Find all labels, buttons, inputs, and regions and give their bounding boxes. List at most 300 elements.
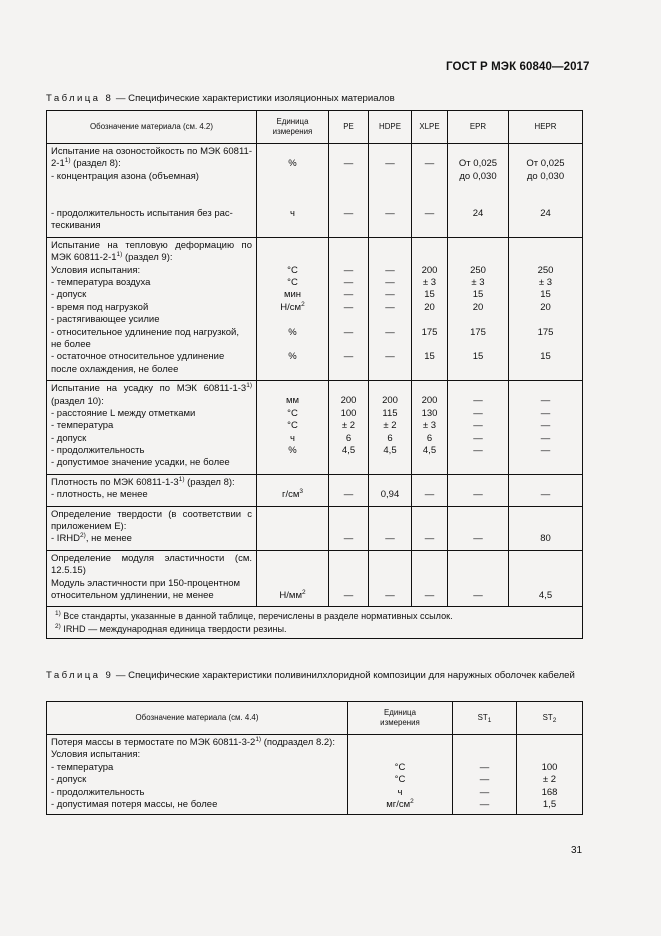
label-text: - продолжительность испытания без рас- — [51, 207, 233, 219]
unit-value — [259, 521, 326, 533]
material-value: ± 3 — [422, 276, 437, 288]
condition-label — [51, 302, 252, 314]
condition-label — [51, 799, 343, 811]
label-text: - продолжительность — [51, 786, 145, 798]
footnote-ref: 2) — [80, 532, 86, 540]
text-part: (раздел 9): — [122, 252, 173, 264]
value-cell — [448, 237, 509, 380]
unit-text: % — [288, 158, 297, 170]
material-value: до 0,030 — [526, 170, 565, 182]
unit-value — [259, 183, 326, 195]
value-cell — [448, 144, 509, 238]
value-cell — [448, 381, 509, 475]
test-title — [47, 551, 256, 578]
material-value — [414, 196, 445, 208]
material-value — [450, 553, 506, 565]
condition-label — [51, 208, 252, 220]
material-value: — — [424, 533, 435, 545]
unit-text: % — [288, 445, 297, 457]
header-material: Обозначение материала (см. 4.4) — [47, 702, 348, 735]
value-cell — [509, 506, 583, 550]
material-value — [511, 252, 580, 264]
material-value: — — [343, 289, 354, 301]
material-value: — — [385, 289, 395, 301]
material-value: — — [385, 533, 395, 545]
label-text: Условия испытания: — [51, 749, 141, 761]
unit-value — [259, 240, 326, 252]
material-value — [450, 240, 506, 252]
value-cell — [329, 144, 369, 238]
material-value — [450, 383, 506, 395]
unit-cell — [257, 237, 329, 380]
material-value — [414, 509, 445, 521]
unit-value — [350, 799, 450, 811]
material-value: 250 — [537, 264, 554, 276]
material-value: 0,94 — [380, 489, 400, 501]
material-value — [450, 146, 506, 158]
material-value: — — [343, 489, 354, 501]
unit-value — [350, 762, 450, 774]
material-value — [371, 240, 409, 252]
condition-label — [51, 578, 252, 590]
unit-value — [259, 578, 326, 590]
material-value: 20 — [424, 301, 435, 313]
material-value — [371, 509, 409, 521]
footnote-text: IRHD — международная единица твердости резины. — [60, 623, 287, 634]
unit-text: °С — [287, 276, 298, 288]
material-value: ± 2 — [542, 774, 557, 786]
header-hepr: HEPR — [509, 111, 583, 144]
header-st2: $ST_2$ — [517, 702, 583, 735]
material-value: — — [385, 264, 395, 276]
unit-exponent: 2 — [301, 300, 305, 308]
value-cell — [412, 381, 448, 475]
pvc-sheath-table — [46, 701, 583, 815]
material-value — [511, 477, 580, 489]
material-value: ± 2 — [341, 420, 356, 432]
unit-value — [350, 737, 450, 749]
unit-text: °С — [394, 774, 406, 786]
material-value — [511, 183, 580, 195]
material-value — [331, 339, 366, 351]
material-value: — — [479, 761, 490, 773]
table8-footnotes — [47, 607, 583, 639]
condition-label — [51, 774, 343, 786]
unit-cell — [257, 144, 329, 238]
material-value: 168 — [541, 786, 558, 798]
table-row — [47, 474, 583, 506]
material-value: 115 — [382, 407, 398, 419]
material-value — [414, 314, 445, 326]
standard-id: ГОСТ Р МЭК 60840—2017 — [446, 61, 590, 73]
material-value — [331, 146, 366, 158]
material-value: — — [479, 774, 490, 786]
material-value — [331, 578, 366, 590]
material-value: 200 — [340, 395, 357, 407]
material-value: 15 — [540, 289, 551, 301]
material-value — [371, 521, 409, 533]
material-value — [455, 737, 514, 749]
material-value: — — [343, 533, 354, 545]
material-value — [371, 477, 409, 489]
material-value: От 0,025 — [526, 158, 565, 170]
unit-text: % — [288, 326, 297, 338]
material-value: — — [385, 158, 395, 170]
footnote — [55, 610, 578, 623]
unit-value — [259, 265, 326, 277]
material-value — [371, 565, 409, 577]
value-cell — [412, 506, 448, 550]
material-value: 4,5 — [383, 445, 397, 457]
material-value — [450, 509, 506, 521]
material-value — [331, 252, 366, 264]
footnote-ref: 1) — [116, 251, 123, 259]
condition-label — [51, 314, 252, 326]
material-value: — — [473, 489, 483, 501]
condition-label — [51, 171, 252, 183]
table-row — [47, 144, 583, 238]
material-value — [331, 183, 366, 195]
test-title — [47, 144, 256, 171]
condition-label — [51, 364, 252, 376]
footnote-mark: 2) — [55, 622, 61, 630]
label-text: - концентрация азона (объемная) — [51, 170, 199, 182]
unit-cell — [348, 735, 453, 815]
unit-text: Н/см — [280, 301, 302, 313]
material-value: — — [343, 264, 354, 276]
footnote — [55, 623, 578, 636]
value-cell — [329, 474, 369, 506]
material-value — [414, 252, 445, 264]
header-st1: $ST_1$ — [453, 702, 517, 735]
material-value — [331, 509, 366, 521]
unit-text: ч — [397, 786, 403, 798]
unit-value — [259, 208, 326, 220]
value-cell — [369, 381, 412, 475]
unit-value — [259, 146, 326, 158]
material-value: — — [540, 407, 551, 419]
value-cell — [329, 550, 369, 607]
label-text: - растягивающее усилие — [51, 314, 160, 326]
unit-value — [350, 787, 450, 799]
label-text: - допустимая потеря массы, не более — [51, 798, 218, 810]
label-text: - допустимое значение усадки, не более — [51, 457, 230, 469]
material-value: — — [540, 395, 551, 407]
unit-value — [259, 477, 326, 489]
material-value: 200 — [382, 395, 398, 407]
material-value: 6 — [426, 432, 433, 444]
unit-value — [259, 339, 326, 351]
unit-value — [259, 395, 326, 407]
unit-cell — [257, 506, 329, 550]
unit-text: мин — [283, 289, 302, 301]
material-value — [450, 339, 506, 351]
label-text: - относительное удлинение под нагрузкой, — [51, 326, 239, 338]
material-value: — — [385, 326, 395, 338]
header-material: Обозначение материала (см. 4.2) — [47, 111, 257, 144]
material-value: 20 — [472, 301, 484, 313]
material-value: — — [473, 432, 483, 444]
material-value: — — [385, 276, 395, 288]
header-epr: EPR — [448, 111, 509, 144]
unit-value — [259, 553, 326, 565]
material-value: 20 — [540, 301, 551, 313]
material-value — [371, 196, 409, 208]
material-value — [371, 252, 409, 264]
label-text: - допуск — [51, 432, 87, 444]
unit-text: % — [288, 351, 297, 363]
unit-value — [259, 351, 326, 363]
material-value: — — [473, 590, 483, 602]
text-part: Потеря массы в термостате по МЭК 60811-3-2 — [51, 737, 256, 748]
header-unit: Единица измерения — [348, 702, 453, 735]
unit-cell — [257, 550, 329, 607]
table9-caption: Таблица 9 — Специфические характеристики поливинилхлоридной композиции для наружных оболочек кабелей — [46, 670, 575, 681]
unit-value — [259, 302, 326, 314]
unit-text: °С — [287, 407, 298, 419]
test-description — [47, 735, 348, 815]
value-cell — [329, 381, 369, 475]
table-row — [47, 506, 583, 550]
material-value — [511, 314, 580, 326]
material-value: — — [473, 420, 483, 432]
material-value: 6 — [387, 432, 393, 444]
material-value: — — [343, 276, 354, 288]
test-description — [47, 144, 257, 238]
unit-text: ч — [290, 432, 295, 444]
test-title — [47, 238, 256, 265]
unit-value — [350, 749, 450, 761]
material-value: 130 — [421, 407, 438, 419]
material-value — [455, 749, 514, 761]
material-value: 80 — [540, 533, 551, 545]
label-text: - температура — [51, 761, 114, 773]
condition-label — [51, 457, 252, 469]
value-cell — [412, 474, 448, 506]
value-cell — [509, 144, 583, 238]
label-text: Модуль эластичности при 150-процентном — [51, 577, 241, 589]
test-description — [47, 506, 257, 550]
condition-label — [51, 196, 252, 208]
material-value: 1,5 — [542, 798, 557, 810]
value-cell — [509, 381, 583, 475]
value-cell — [369, 474, 412, 506]
material-value: — — [385, 301, 395, 313]
condition-label — [51, 265, 252, 277]
unit-value — [259, 433, 326, 445]
value-cell — [329, 237, 369, 380]
table-row — [47, 735, 583, 815]
material-value: — — [424, 207, 435, 219]
material-value: 175 — [421, 326, 438, 338]
material-value: 15 — [424, 351, 435, 363]
material-value: — — [540, 432, 551, 444]
label-text: - допуск — [51, 774, 87, 786]
material-value — [331, 196, 366, 208]
unit-value — [259, 289, 326, 301]
label-text: - остаточное относительное удлинение — [51, 351, 225, 363]
material-value — [331, 521, 366, 533]
material-value: 200 — [421, 395, 438, 407]
label-text: не более — [51, 338, 91, 350]
unit-value — [350, 774, 450, 786]
condition-label — [51, 749, 343, 761]
material-value — [331, 477, 366, 489]
material-value: 4,5 — [341, 445, 356, 457]
label-text: - расстояние L между отметками — [51, 407, 196, 419]
material-value: 24 — [472, 207, 484, 219]
material-value: — — [540, 445, 551, 457]
material-value: — — [343, 590, 354, 602]
unit-text: °С — [287, 264, 298, 276]
material-value — [331, 171, 366, 183]
value-cell — [509, 474, 583, 506]
material-value — [511, 240, 580, 252]
text-part: (подраздел 8.2): — [261, 737, 335, 748]
material-value — [414, 578, 445, 590]
material-value: — — [343, 326, 354, 338]
value-cell — [369, 237, 412, 380]
material-value — [519, 737, 580, 749]
unit-value — [259, 327, 326, 339]
material-value: 4,5 — [538, 590, 553, 602]
material-value: ± 2 — [383, 420, 397, 432]
condition-label — [51, 351, 252, 363]
condition-label — [51, 489, 252, 501]
header-pe: PE — [329, 111, 369, 144]
material-value: 175 — [537, 326, 554, 338]
material-value: — — [343, 158, 354, 170]
unit-text: Н/мм — [279, 590, 302, 602]
test-description — [47, 550, 257, 607]
text-part: Испытание на тепловую деформацию по МЭК 60811-2-1 — [51, 239, 252, 264]
material-value: — — [424, 489, 435, 501]
material-value: 100 — [541, 761, 558, 773]
header-unit: Единица измерения — [257, 111, 329, 144]
material-value — [331, 314, 366, 326]
material-value — [450, 578, 506, 590]
test-title — [47, 475, 256, 489]
header-hdpe: HDPE — [369, 111, 412, 144]
unit-text: мм — [285, 395, 300, 407]
condition-label — [51, 220, 252, 232]
unit-exponent: 2 — [301, 589, 306, 597]
value-cell — [369, 144, 412, 238]
unit-value — [259, 408, 326, 420]
material-value: 24 — [540, 207, 551, 219]
value-cell — [509, 237, 583, 380]
material-value — [511, 509, 580, 521]
condition-label — [51, 433, 252, 445]
label-text: - плотность, не менее — [51, 489, 148, 501]
material-value: 15 — [472, 351, 484, 363]
material-value — [511, 339, 580, 351]
table-row — [47, 550, 583, 607]
unit-text: ч — [290, 207, 295, 219]
condition-label — [51, 762, 343, 774]
value-cell — [509, 550, 583, 607]
test-description — [47, 381, 257, 475]
unit-value — [259, 509, 326, 521]
condition-label — [51, 277, 252, 289]
material-value — [331, 240, 366, 252]
material-value — [371, 146, 409, 158]
footnote-text: Все стандарты, указанные в данной таблице, перечислены в разделе нормативных ссылок. — [60, 611, 453, 622]
material-value — [414, 553, 445, 565]
material-value — [414, 339, 445, 351]
text-part: Плотность по МЭК 60811-1-3 — [51, 476, 179, 488]
condition-label — [51, 289, 252, 301]
material-value: 15 — [424, 289, 435, 301]
condition-label — [51, 183, 252, 195]
condition-label — [51, 408, 252, 420]
text-part: (раздел 8): — [70, 158, 121, 170]
material-value — [371, 183, 409, 195]
footnote-ref: 1) — [246, 382, 252, 390]
label-text: - продолжительность — [51, 445, 145, 457]
condition-label — [51, 445, 252, 457]
value-cell — [453, 735, 517, 815]
table8-caption: Таблица 8 — Специфические характеристики изоляционных материалов — [46, 93, 395, 104]
value-cell — [448, 550, 509, 607]
material-value: ± 3 — [422, 420, 437, 432]
material-value — [511, 196, 580, 208]
value-cell — [412, 144, 448, 238]
material-value — [519, 749, 580, 761]
test-title — [47, 381, 256, 408]
unit-text: мг/см — [386, 798, 411, 810]
unit-value — [259, 277, 326, 289]
insulation-materials-table — [46, 110, 583, 639]
label-text: - допуск — [51, 289, 87, 301]
material-value — [371, 171, 409, 183]
material-value — [511, 578, 580, 590]
material-value: 4,5 — [422, 445, 437, 457]
table-row — [47, 237, 583, 380]
material-value — [331, 565, 366, 577]
condition-label — [51, 327, 252, 339]
material-value — [511, 521, 580, 533]
unit-value — [259, 420, 326, 432]
unit-exponent: 2 — [410, 797, 414, 805]
material-value — [371, 339, 409, 351]
material-value — [371, 578, 409, 590]
text-part: Определение твердости (в соответствии с приложением Е): — [51, 508, 252, 533]
unit-text: г/см — [281, 489, 300, 501]
unit-value — [259, 590, 326, 602]
label-text: Условия испытания: — [51, 264, 141, 276]
label-text: - температура — [51, 420, 114, 432]
material-value — [331, 553, 366, 565]
material-value — [450, 521, 506, 533]
material-value: — — [343, 301, 354, 313]
material-value: — — [424, 158, 435, 170]
value-cell — [369, 550, 412, 607]
material-value: От 0,025 — [458, 158, 498, 170]
material-value: ± 3 — [538, 276, 553, 288]
material-value — [511, 146, 580, 158]
unit-value — [259, 533, 326, 545]
material-value: — — [343, 207, 354, 219]
footnote-mark: 1) — [55, 610, 61, 618]
label-text: - температура воздуха — [51, 276, 151, 288]
material-value: 250 — [470, 264, 486, 276]
value-cell — [448, 506, 509, 550]
condition-label — [51, 339, 252, 351]
table-row — [47, 381, 583, 475]
test-description — [47, 474, 257, 506]
material-value — [450, 183, 506, 195]
